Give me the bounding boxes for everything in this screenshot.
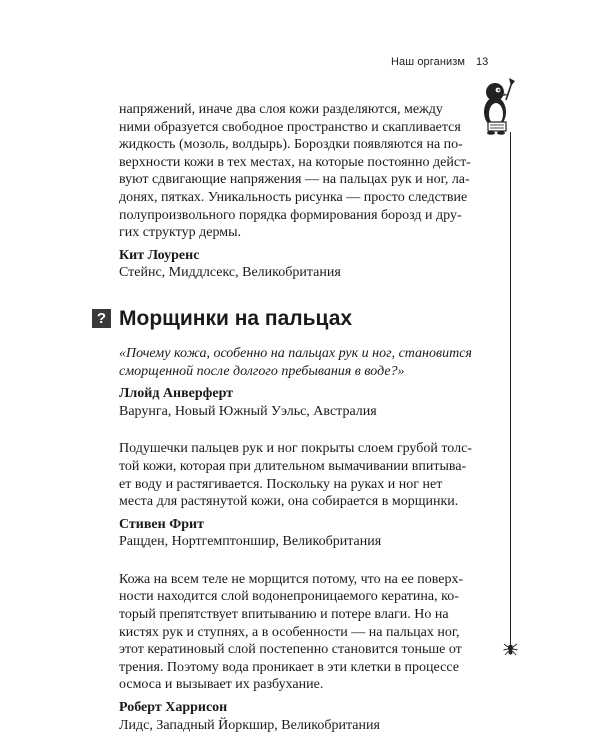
- question-line: сморщенной после долгого пребывания в воде?»: [119, 363, 405, 379]
- answer1-line: той кожи, которая при длительном вымачивании впитыва-: [119, 458, 467, 474]
- page-number: 13: [476, 56, 489, 68]
- answer2-line: ности находится слой водонепроницаемого кератина, ко-: [119, 589, 459, 605]
- intro-author: Кит Лоуренс: [119, 247, 200, 263]
- intro-line: ними образуется свободное пространство и скапливается: [119, 119, 461, 135]
- answer2-author: Роберт Харрисон: [119, 700, 228, 716]
- answer1-author-place: Ращден, Нортгемптоншир, Великобритания: [119, 534, 382, 550]
- answer1-line: ет воду и растягивается. Поскольку на руках и ног нет: [119, 476, 443, 492]
- intro-line: напряжений, иначе два слоя кожи разделяются, между: [119, 102, 443, 117]
- running-title: Наш организм: [391, 56, 466, 68]
- answer2-line: осмоса и вызывает их разбухание.: [119, 677, 324, 693]
- answer-paragraph-2: [119, 571, 475, 694]
- question-author: Ллойд Анверферт: [119, 386, 234, 402]
- answer2-author-place: Лидс, Западный Йоркшир, Великобритания: [119, 717, 380, 733]
- intro-line: донях, пятках. Уникальность рисунка — просто следствие: [119, 189, 468, 205]
- penguin-mascot-icon: [478, 72, 518, 138]
- intro-author-place: Стейнс, Миддлсекс, Великобритания: [119, 265, 341, 281]
- answer1-author: Стивен Фрит: [119, 516, 204, 532]
- question-line: «Почему кожа, особенно на пальцах рук и ног, становится: [119, 345, 472, 361]
- section-heading: [92, 307, 475, 331]
- intro-line: гих структур дермы.: [119, 225, 241, 241]
- intro-line: жидкость (мозоль, волдырь). Бороздки появляются на по-: [119, 137, 463, 153]
- intro-line: полупроизвольного порядка формирования борозд и дру-: [119, 207, 462, 223]
- answer2-line: трения. Поэтому вода проникает в эти клетки в процессе: [119, 659, 459, 675]
- intro-line: верхности кожи в тех местах, на которые постоянно дейст-: [119, 154, 471, 170]
- answer2-line: этот кератиновый слой постепенно становится тоньше от: [119, 642, 462, 658]
- answer-paragraph-1: [119, 440, 475, 510]
- answer1-line: места для растянутой кожи, она собирается в морщинки.: [119, 494, 459, 510]
- spider-icon: [503, 641, 518, 657]
- margin-thread-line: [510, 132, 511, 650]
- question-author-place: Варунга, Новый Южный Уэльс, Австралия: [119, 403, 377, 419]
- answer1-line: Подушечки пальцев рук и ног покрыты слоем грубой толс-: [119, 441, 472, 457]
- answer2-line: кистях рук и ступнях, а в особенности — на пальцах ног,: [119, 624, 460, 640]
- intro-line: вуют сдвигающие напряжения — на пальцах рук и ног, ла-: [119, 172, 470, 188]
- answer2-line: торый препятствует впитыванию и потере влаги. Но на: [119, 607, 449, 623]
- reader-question: [119, 345, 475, 380]
- answer2-line: Кожа на всем теле не морщится потому, что на ее поверх-: [119, 571, 464, 587]
- intro-paragraph: [119, 101, 475, 242]
- page-body: [96, 101, 475, 734]
- question-mark-icon: ?: [92, 309, 111, 328]
- section-title: Морщинки на пальцах: [119, 306, 353, 330]
